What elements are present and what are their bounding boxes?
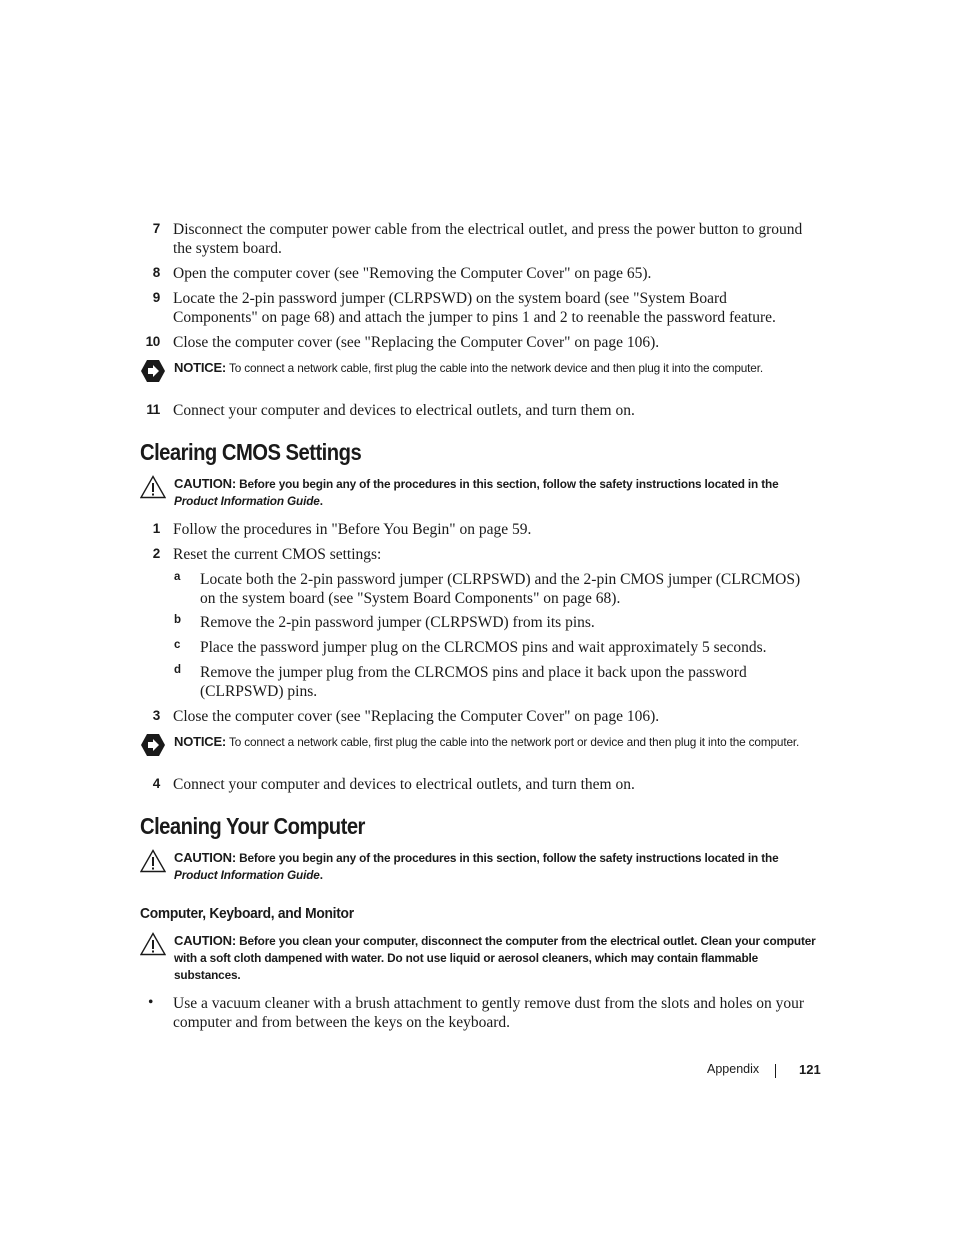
warning-triangle-icon — [140, 475, 166, 499]
step-number: 3 — [152, 708, 160, 723]
warning-triangle-icon — [140, 849, 166, 873]
step-8 — [140, 264, 815, 283]
bullet-item — [140, 994, 815, 1032]
step-number: 7 — [152, 221, 160, 236]
page-number: 121 — [799, 1062, 821, 1077]
substep-letter: c — [174, 639, 181, 651]
warning-triangle-icon — [140, 932, 166, 956]
step-number: 11 — [146, 402, 160, 417]
caution-text — [174, 475, 820, 510]
caution-box — [140, 932, 820, 984]
substep-text: Remove the 2-pin password jumper (CLRPSWD) from its pins. — [200, 614, 595, 631]
footer-separator — [775, 1064, 776, 1078]
step-text: Locate the 2-pin password jumper (CLRPSWD) on the system board (see "System Board Components" on page 68) and attach the jumper to pins 1 and 2 to reenable the password feature. — [173, 290, 776, 326]
caution-guide-title: Product Information Guide — [174, 868, 320, 882]
caution-body: Before you begin any of the procedures in this section, follow the safety instructions located in the — [239, 851, 779, 865]
step-text: Close the computer cover (see "Replacing the Computer Cover" on page 106). — [173, 708, 660, 725]
notice-icon — [140, 733, 166, 757]
step-3 — [140, 707, 815, 726]
step-number: 1 — [152, 521, 160, 536]
step-text: Close the computer cover (see "Replacing the Computer Cover" on page 106). — [173, 334, 660, 351]
caution-box — [140, 849, 820, 884]
step-number: 2 — [152, 546, 160, 561]
caution-body: Before you clean your computer, disconnect the computer from the electrical outlet. Clean your computer with a soft cloth dampened with water. Do not use liquid or aerosol cleaners, which may contain flammable substances. — [174, 934, 816, 982]
notice-icon — [140, 359, 166, 383]
substep-text: Remove the jumper plug from the CLRCMOS pins and place it back upon the password (CLRPSWD) pins. — [200, 664, 747, 700]
step-number: 4 — [152, 776, 160, 791]
caution-end: . — [319, 494, 323, 508]
substep-c — [174, 638, 814, 657]
step-text: Connect your computer and devices to electrical outlets, and turn them on. — [173, 776, 635, 793]
substep-letter: d — [174, 664, 182, 676]
substep-b — [174, 613, 814, 632]
step-9 — [140, 289, 815, 327]
step-10 — [140, 333, 815, 352]
caution-text — [174, 849, 820, 884]
step-text: Follow the procedures in "Before You Begin" on page 59. — [173, 521, 532, 538]
notice-box — [140, 359, 820, 377]
step-1 — [140, 520, 815, 539]
step-2 — [140, 545, 815, 564]
substep-text: Locate both the 2-pin password jumper (CLRPSWD) and the 2-pin CMOS jumper (CLRCMOS) on the system board (see "System Board Components" on page 68). — [200, 571, 801, 607]
notice-body: To connect a network cable, first plug the cable into the network device and then plug it into the computer. — [228, 361, 763, 375]
step-7 — [140, 220, 815, 258]
step-text: Reset the current CMOS settings: — [173, 546, 382, 563]
step-number: 9 — [152, 290, 160, 305]
caution-text — [174, 932, 820, 984]
notice-text — [174, 359, 820, 377]
bullet-dot: • — [148, 994, 154, 1011]
step-number: 8 — [152, 265, 160, 280]
caution-box — [140, 475, 820, 510]
step-4 — [140, 775, 815, 794]
step-text: Disconnect the computer power cable from the electrical outlet, and press the power button to ground the system board. — [173, 221, 803, 257]
caution-body: Before you begin any of the procedures in this section, follow the safety instructions located in the — [239, 477, 779, 491]
bullet-text: Use a vacuum cleaner with a brush attachment to gently remove dust from the slots and holes on your computer and from between the keys on the keyboard. — [173, 995, 805, 1031]
step-11 — [140, 401, 815, 420]
caution-label: CAUTION: — [174, 850, 236, 865]
footer-section: Appendix — [707, 1062, 760, 1076]
step-number: 10 — [145, 334, 160, 349]
notice-body: To connect a network cable, first plug the cable into the network port or device and then plug it into the computer. — [228, 735, 800, 749]
notice-label: NOTICE: — [174, 734, 227, 749]
step-text: Connect your computer and devices to electrical outlets, and turn them on. — [173, 402, 635, 419]
notice-box — [140, 733, 820, 751]
substep-text: Place the password jumper plug on the CLRCMOS pins and wait approximately 5 seconds. — [200, 639, 767, 656]
step-text: Open the computer cover (see "Removing the Computer Cover" on page 65). — [173, 265, 652, 282]
substep-letter: b — [174, 614, 182, 626]
substep-letter: a — [174, 571, 181, 583]
caution-label: CAUTION: — [174, 476, 236, 491]
heading-cleaning-computer: Cleaning Your Computer — [140, 813, 365, 839]
notice-label: NOTICE: — [174, 360, 227, 375]
caution-end: . — [319, 868, 323, 882]
subheading-keyboard-monitor: Computer, Keyboard, and Monitor — [140, 905, 354, 922]
substep-d — [174, 663, 814, 701]
caution-label: CAUTION: — [174, 933, 236, 948]
substep-a — [174, 570, 814, 608]
notice-text — [174, 733, 820, 751]
caution-guide-title: Product Information Guide — [174, 494, 320, 508]
heading-clearing-cmos: Clearing CMOS Settings — [140, 439, 362, 465]
